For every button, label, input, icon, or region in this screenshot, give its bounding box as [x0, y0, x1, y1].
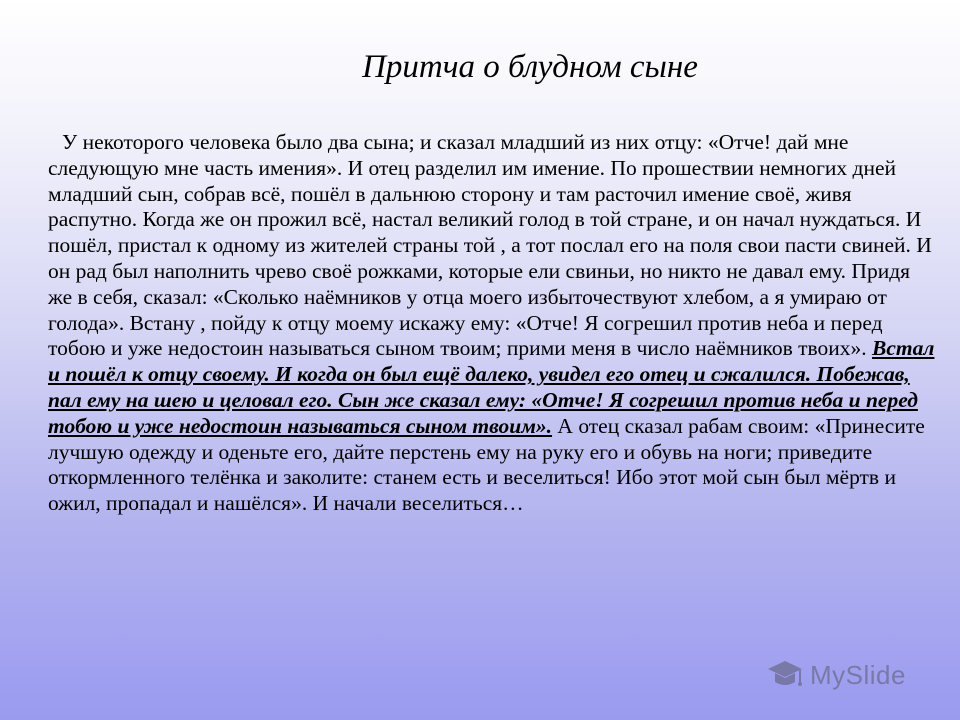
- watermark-text: MySlide: [810, 659, 906, 690]
- watermark-logo: [766, 655, 906, 695]
- parable-text-part1: У некоторого человека было два сына; и сказал младший из них отцу: «Отче! дай мне следующую мне часть имения». И отец разделил им имение. По прошествии немногих дней младший сын, собрав всё, пошёл в дальнюю сторону и там расточил имение своё, живя распутно. Когда же он прожил всё, настал великий голод в той стране, и он начал нуждаться. И пошёл, пристал к одному из жителей страны той , а тот послал его на поля свои пасти свиней. И он рад был наполнить чрево своё рожками, которые ели свиньи, но никто не давал ему. Придя же в себя, сказал: «Сколько наёмников у отца моего избыточествуют хлебом, а я умираю от голода». Встану , пойду к отцу моему искажу ему: «Отче! Я согрешил против неба и перед тобою и уже недостоин называться сыном твоим; прими меня в число наёмников твоих».: [48, 130, 932, 361]
- parable-text: [48, 130, 938, 517]
- mortarboard-icon: [766, 658, 804, 692]
- parable-text-emphasis: Встал и пошёл к отцу своему. И когда он был ещё далеко, увидел его отец и сжалился. Побежав, пал ему на шею и целовал его. Сын же сказал ему: «Отче! Я согрешил против неба и перед тобою и уже недостоин называться сыном твоим».: [48, 336, 935, 438]
- parable-text-part2: А отец сказал рабам своим: «Принесите лучшую одежду и оденьте его, дайте перстень ему на руку его и обувь на ноги; приведите откормленного телёнка и заколите: станем есть и веселиться! Ибо этот мой сын был мёртв и ожил, пропадал и нашёлся». И начали веселиться…: [48, 413, 925, 516]
- slide-title: Притча о блудном сыне: [362, 49, 698, 85]
